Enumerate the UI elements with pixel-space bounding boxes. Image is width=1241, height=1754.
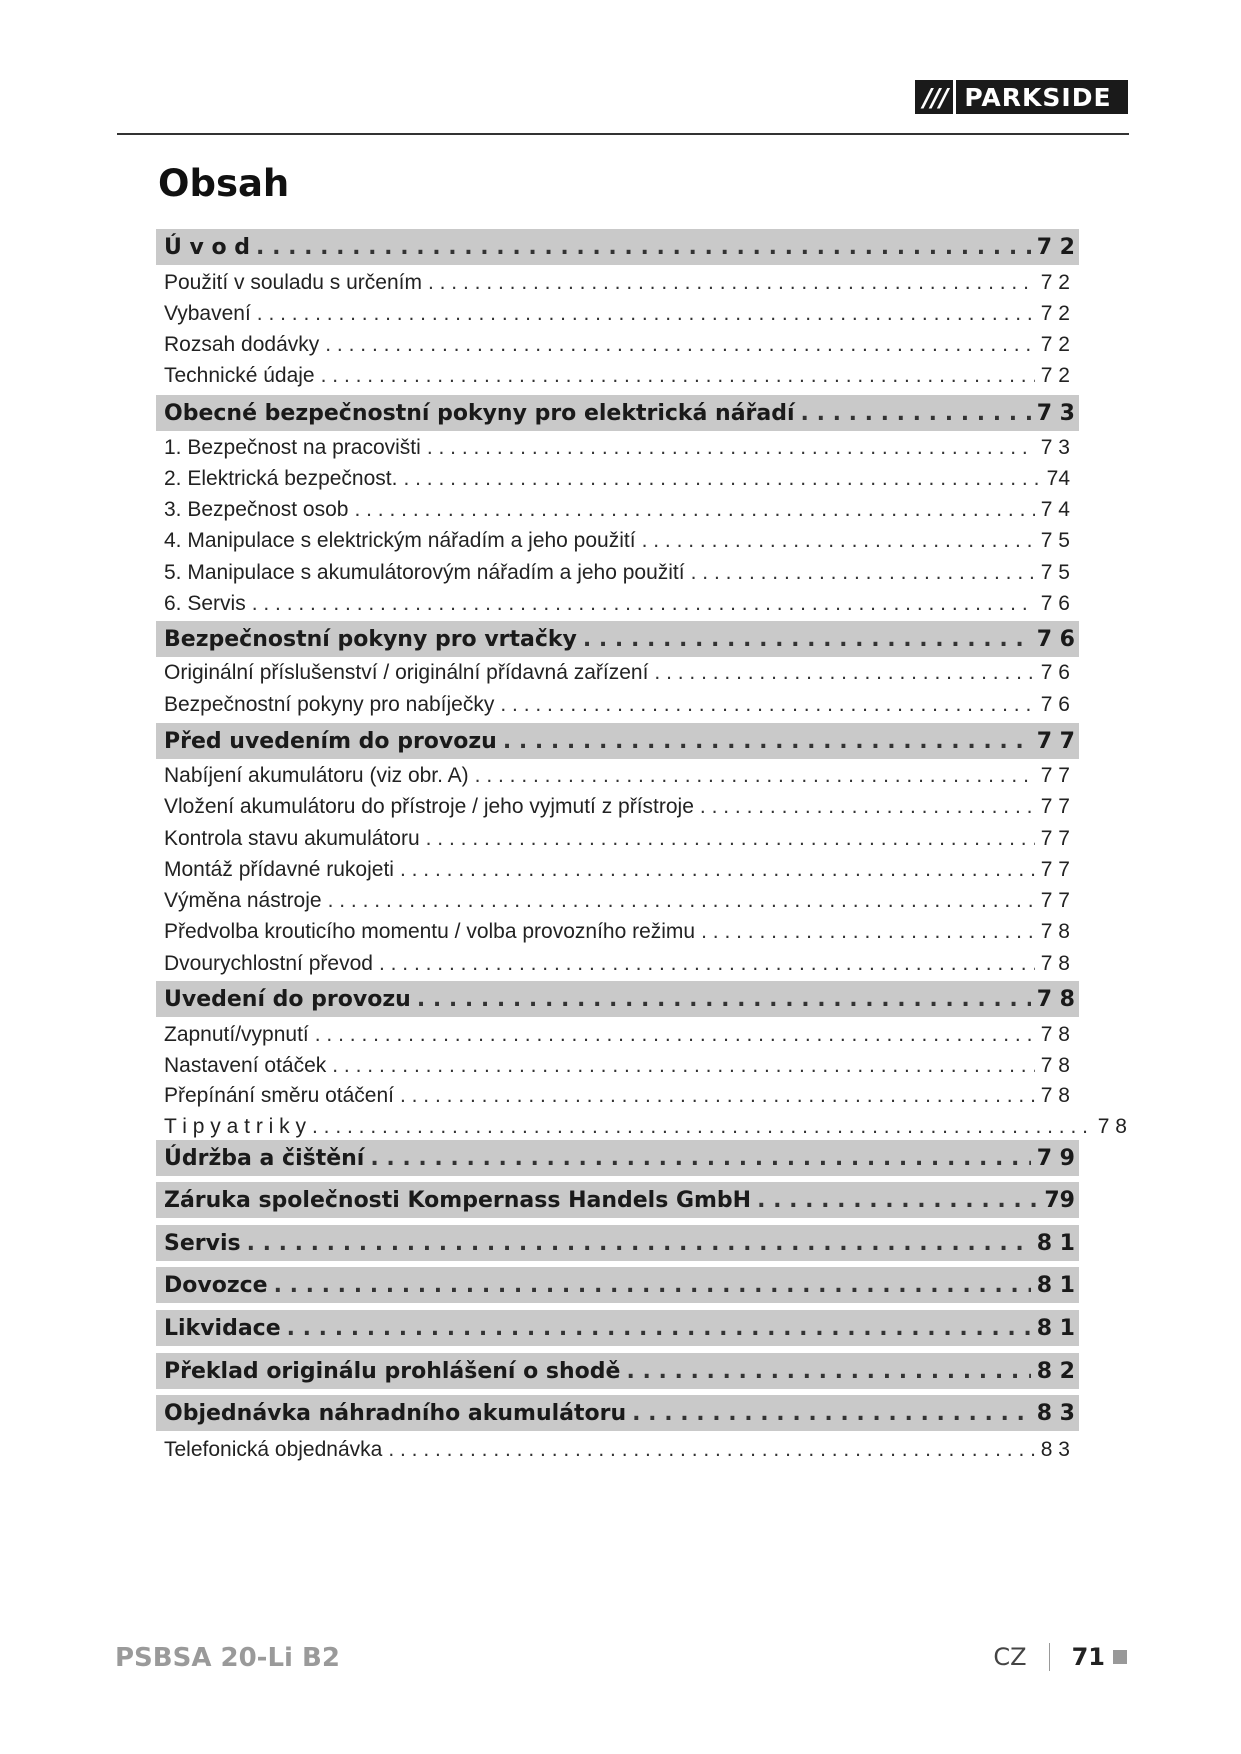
toc-leader-dots — [475, 764, 1035, 788]
toc-entry[interactable] — [156, 329, 1074, 361]
page-title: Obsah — [158, 162, 290, 205]
toc-page-number: 79 — [1044, 1187, 1075, 1213]
toc-label: Objednávka náhradního akumulátoru — [164, 1400, 627, 1426]
toc-label: Obecné bezpečnostní pokyny pro elektrická nářadí — [164, 400, 795, 426]
toc-leader-dots — [654, 661, 1034, 685]
toc-page-number: 7 7 — [1036, 728, 1075, 754]
toc-page-number: 7 4 — [1040, 498, 1070, 521]
toc-label: Rozsah dodávky — [164, 333, 320, 356]
toc-leader-dots — [247, 1231, 1031, 1256]
toc-page-number: 7 7 — [1040, 764, 1070, 787]
toc-leader-dots — [325, 333, 1035, 357]
toc-label: Bezpečnostní pokyny pro vrtačky — [164, 626, 577, 652]
footer-language: CZ — [993, 1643, 1027, 1671]
toc-section-heading[interactable] — [156, 1140, 1079, 1176]
toc-entry[interactable] — [156, 791, 1074, 823]
toc-label: Nabíjení akumulátoru (viz obr. A) — [164, 764, 469, 787]
toc-page-number: 8 1 — [1036, 1272, 1075, 1298]
toc-section-heading[interactable] — [156, 229, 1079, 265]
toc-leader-dots — [274, 1273, 1031, 1298]
toc-page-number: 7 6 — [1040, 592, 1070, 615]
footer-page-number: 71 — [1071, 1643, 1105, 1671]
toc-section-heading[interactable] — [156, 1225, 1079, 1261]
toc-section-heading[interactable] — [156, 1395, 1079, 1431]
parkside-logo — [915, 80, 1128, 114]
toc-label: T i p y a t r i k y — [164, 1115, 306, 1138]
toc-page-number: 7 8 — [1036, 986, 1075, 1012]
toc-page-number: 8 1 — [1036, 1315, 1075, 1341]
toc-label: Použití v souladu s určením — [164, 271, 422, 294]
toc-leader-dots — [642, 529, 1035, 553]
logo-slashes: /// — [923, 82, 948, 112]
toc-leader-dots — [321, 364, 1035, 388]
toc-page-number: 7 7 — [1040, 827, 1070, 850]
toc-leader-dots — [400, 858, 1035, 882]
toc-label: Likvidace — [164, 1315, 281, 1341]
toc-leader-dots — [632, 1401, 1031, 1426]
toc-leader-dots — [428, 271, 1035, 295]
toc-page-number: 74 — [1046, 467, 1070, 490]
toc-page-number: 7 8 — [1040, 952, 1070, 975]
toc-section-heading[interactable] — [156, 621, 1079, 657]
toc-entry[interactable] — [156, 916, 1074, 948]
toc-label: Výměna nástroje — [164, 889, 322, 912]
toc-label: 1. Bezpečnost na pracovišti — [164, 436, 421, 459]
toc-leader-dots — [691, 561, 1035, 585]
toc-label: Záruka společnosti Kompernass Handels GmbH — [164, 1187, 752, 1213]
toc-page-number: 8 3 — [1036, 1400, 1075, 1426]
toc-label: Montáž přídavné rukojeti — [164, 858, 394, 881]
toc-leader-dots — [287, 1316, 1031, 1341]
toc-page-number: 8 3 — [1040, 1438, 1070, 1461]
footer-page-info — [993, 1643, 1127, 1671]
toc-leader-dots — [701, 920, 1035, 944]
toc-entry[interactable] — [156, 1111, 1131, 1143]
toc-page-number: 7 9 — [1036, 1145, 1075, 1171]
toc-label: Vložení akumulátoru do přístroje / jeho vyjmutí z přístroje — [164, 795, 694, 818]
toc-entry[interactable] — [156, 1019, 1074, 1051]
toc-label: 4. Manipulace s elektrickým nářadím a jeho použití — [164, 529, 636, 552]
toc-leader-dots — [354, 498, 1034, 522]
toc-leader-dots — [700, 795, 1035, 819]
toc-entry[interactable] — [156, 689, 1074, 721]
toc-leader-dots — [388, 1438, 1034, 1462]
toc-entry[interactable] — [156, 823, 1074, 855]
toc-leader-dots — [503, 729, 1031, 754]
toc-label: Originální příslušenství / originální přídavná zařízení — [164, 661, 649, 684]
toc-entry[interactable] — [156, 657, 1074, 689]
toc-page-number: 7 2 — [1040, 302, 1070, 325]
toc-leader-dots — [315, 1023, 1035, 1047]
footer-divider — [1049, 1643, 1050, 1671]
toc-page-number: 7 8 — [1040, 1054, 1070, 1077]
toc-page-number: 7 7 — [1040, 889, 1070, 912]
toc-leader-dots — [328, 889, 1035, 913]
toc-label: Překlad originálu prohlášení o shodě — [164, 1358, 621, 1384]
toc-label: Zapnutí/vypnutí — [164, 1023, 309, 1046]
toc-page-number: 7 5 — [1040, 529, 1070, 552]
toc-page-number: 7 6 — [1040, 661, 1070, 684]
toc-label: Přepínání směru otáčení — [164, 1084, 394, 1107]
toc-leader-dots — [332, 1054, 1035, 1078]
toc-leader-dots — [370, 1146, 1030, 1171]
toc-entry[interactable] — [156, 267, 1074, 299]
toc-page-number: 7 8 — [1040, 920, 1070, 943]
toc-label: Vybavení — [164, 302, 251, 325]
toc-leader-dots — [417, 987, 1031, 1012]
toc-label: Nastavení otáček — [164, 1054, 327, 1077]
toc-leader-dots — [801, 401, 1031, 426]
toc-entry[interactable] — [156, 885, 1074, 917]
toc-entry[interactable] — [156, 298, 1074, 330]
toc-entry[interactable] — [156, 557, 1074, 589]
toc-page-number: 8 2 — [1036, 1358, 1075, 1384]
toc-page-number: 7 5 — [1040, 561, 1070, 584]
toc-page-number: 7 2 — [1040, 333, 1070, 356]
toc-leader-dots — [400, 1084, 1035, 1108]
toc-entry[interactable] — [156, 948, 1074, 980]
toc-entry[interactable] — [156, 760, 1074, 792]
toc-page-number: 7 6 — [1036, 626, 1075, 652]
toc-page-number: 7 7 — [1040, 858, 1070, 881]
toc-leader-dots — [626, 1359, 1030, 1384]
toc-entry[interactable] — [156, 588, 1074, 620]
toc-page-number: 7 7 — [1040, 795, 1070, 818]
toc-section-heading[interactable] — [156, 1310, 1079, 1346]
toc-section-heading[interactable] — [156, 723, 1079, 759]
toc-leader-dots — [427, 436, 1035, 460]
toc-label: Technické údaje — [164, 364, 315, 387]
logo-name: PARKSIDE — [964, 82, 1112, 112]
toc-page-number: 7 8 — [1040, 1023, 1070, 1046]
toc-label: Dvourychlostní převod — [164, 952, 373, 975]
toc-leader-dots — [757, 1188, 1038, 1213]
toc-page-number: 7 2 — [1040, 364, 1070, 387]
toc-section-heading[interactable] — [156, 395, 1079, 431]
toc-entry[interactable] — [156, 432, 1074, 464]
toc-leader-dots — [583, 627, 1031, 652]
toc-label: Dovozce — [164, 1272, 268, 1298]
toc-page-number: 7 8 — [1097, 1115, 1127, 1138]
header-rule — [117, 133, 1129, 135]
toc-leader-dots — [379, 952, 1035, 976]
toc-page-number: 8 1 — [1036, 1230, 1075, 1256]
toc-page-number: 7 6 — [1040, 693, 1070, 716]
toc-entry[interactable] — [156, 1050, 1074, 1082]
toc-entry[interactable] — [156, 494, 1074, 526]
toc-label: 5. Manipulace s akumulátorovým nářadím a jeho použití — [164, 561, 685, 584]
toc-leader-dots — [257, 302, 1035, 326]
toc-label: Údržba a čištění — [164, 1145, 365, 1171]
toc-entry[interactable] — [156, 463, 1074, 495]
toc-label: 6. Servis — [164, 592, 246, 615]
toc-leader-dots — [252, 592, 1035, 616]
toc-entry[interactable] — [156, 854, 1074, 886]
footer-square-icon — [1113, 1650, 1127, 1664]
toc-label: Kontrola stavu akumulátoru — [164, 827, 420, 850]
toc-label: Bezpečnostní pokyny pro nabíječky — [164, 693, 495, 716]
toc-label: Předvolba krouticího momentu / volba provozního režimu — [164, 920, 696, 943]
toc-page-number: 7 2 — [1036, 234, 1075, 260]
footer-model: PSBSA 20-Li B2 — [115, 1643, 340, 1673]
toc-leader-dots — [500, 693, 1034, 717]
toc-entry[interactable] — [156, 360, 1074, 392]
toc-entry[interactable] — [156, 1080, 1074, 1112]
toc-page-number: 7 8 — [1040, 1084, 1070, 1107]
toc-label: Uvedení do provozu — [164, 986, 411, 1012]
toc-section-heading[interactable] — [156, 1182, 1079, 1218]
toc-leader-dots — [312, 1115, 1092, 1139]
toc-page-number: 7 2 — [1040, 271, 1070, 294]
toc-leader-dots — [403, 467, 1040, 491]
toc-leader-dots — [256, 235, 1031, 260]
toc-section-heading[interactable] — [156, 1353, 1079, 1389]
toc-entry[interactable] — [156, 525, 1074, 557]
toc-section-heading[interactable] — [156, 981, 1079, 1017]
logo-separator — [953, 80, 956, 114]
toc-page-number: 7 3 — [1036, 400, 1075, 426]
toc-label: 2. Elektrická bezpečnost. — [164, 467, 398, 490]
toc-section-heading[interactable] — [156, 1267, 1079, 1303]
toc-leader-dots — [426, 827, 1035, 851]
toc-entry[interactable] — [156, 1434, 1074, 1466]
toc-label: Před uvedením do provozu — [164, 728, 497, 754]
toc-page-number: 7 3 — [1040, 436, 1070, 459]
toc-label: Telefonická objednávka — [164, 1438, 383, 1461]
toc-label: Ú v o d — [164, 234, 251, 260]
toc-label: 3. Bezpečnost osob — [164, 498, 349, 521]
toc-label: Servis — [164, 1230, 241, 1256]
